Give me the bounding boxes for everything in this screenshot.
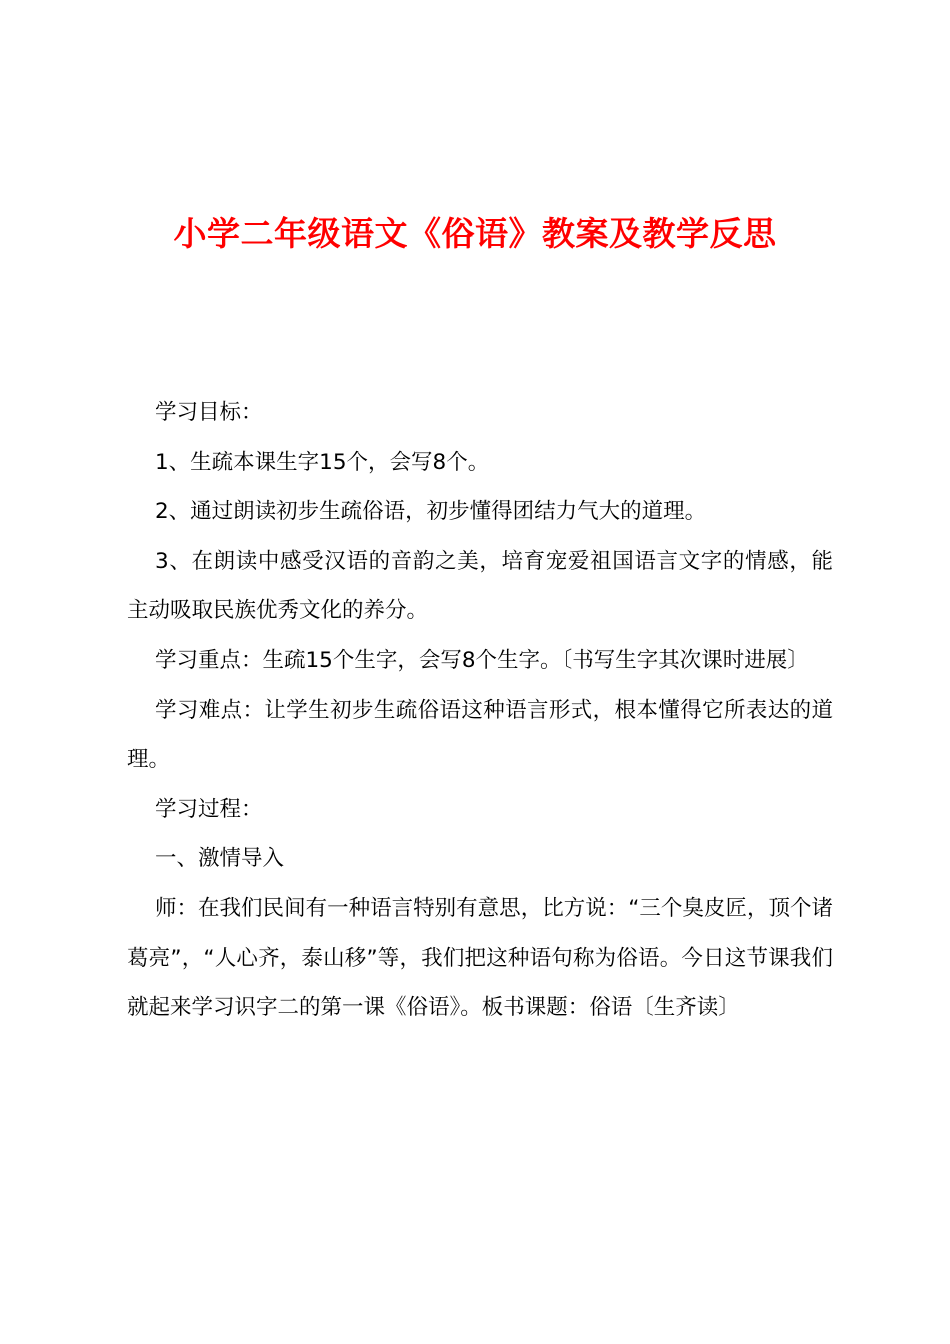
paragraph-goal-1: 1、生疏本课生字15个，会写8个。 bbox=[155, 449, 490, 475]
paragraph-goal-3: 3、在朗读中感受汉语的音韵之美，培育宠爱祖国语言文字的情感，能主动吸取民族优秀文化的养分。 bbox=[127, 548, 833, 624]
paragraph-learning-goals-heading: 学习目标： bbox=[155, 400, 263, 425]
paragraph-key-points: 学习重点：生疏15个生字，会写8个生字。〔书写生字其次课时进展〕 bbox=[155, 647, 809, 673]
document-title: 小学二年级语文《俗语》教案及教学反思 bbox=[173, 214, 777, 253]
document-body bbox=[127, 388, 833, 1033]
paragraph-section-1-heading: 一、激情导入 bbox=[155, 846, 285, 872]
paragraph-process-heading: 学习过程： bbox=[155, 796, 263, 822]
paragraph-teacher-intro: 师：在我们民间有一种语言特别有意思，比方说：“三个臭皮匠，顶个诸葛亮”，“人心齐，泰山移”等，我们把这种语句称为俗语。今日这节课我们就起来学习识字二的第一课《俗语》。板书课题：俗语〔生齐读〕 bbox=[127, 895, 833, 1021]
paragraph-difficulties: 学习难点：让学生初步生疏俗语这种语言形式，根本懂得它所表达的道理。 bbox=[127, 697, 833, 773]
paragraph-goal-2: 2、通过朗读初步生疏俗语，初步懂得团结力气大的道理。 bbox=[155, 499, 707, 525]
